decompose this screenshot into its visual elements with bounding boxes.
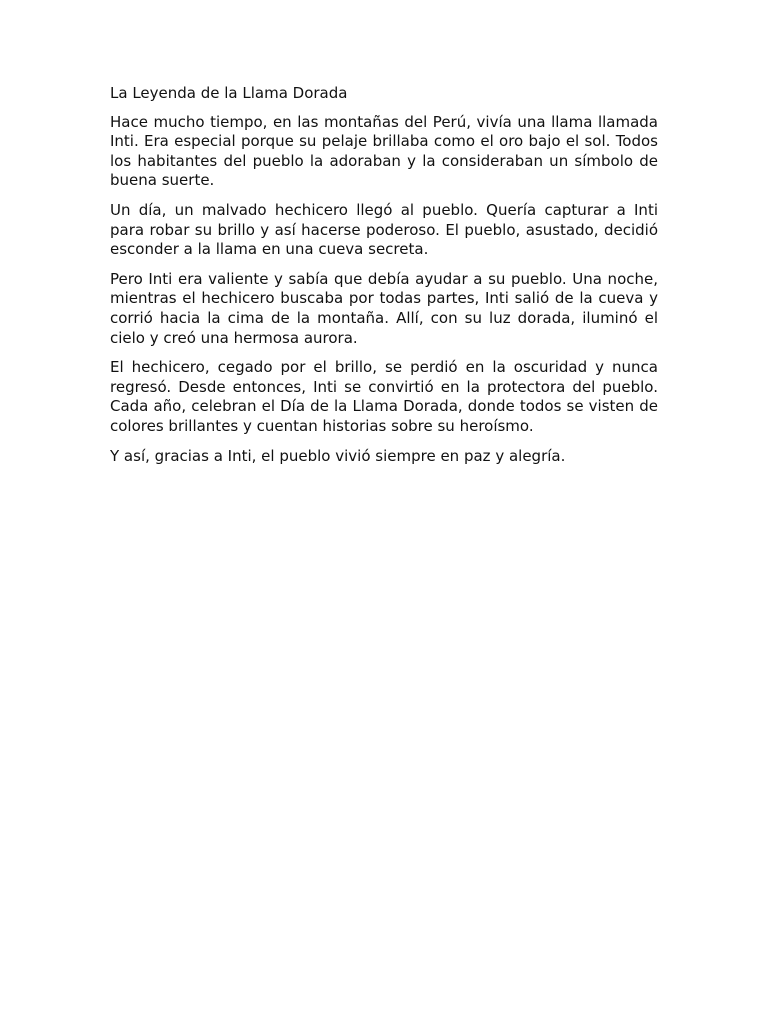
- document-title: La Leyenda de la Llama Dorada: [110, 84, 348, 102]
- paragraph-2: Un día, un malvado hechicero llegó al pueblo. Quería capturar a Inti para robar su brillo y así hacerse poderoso. El pueblo, asustado, decidió esconder a la llama en una cueva secreta.: [110, 200, 658, 259]
- paragraph-3: Pero Inti era valiente y sabía que debía ayudar a su pueblo. Una noche, mientras el hechicero buscaba por todas partes, Inti salió de la cueva y corrió hacia la cima de la montaña. Allí, con su luz dorada, iluminó el cielo y creó una hermosa aurora.: [110, 269, 658, 347]
- paragraph-5: Y así, gracias a Inti, el pueblo vivió siempre en paz y alegría.: [110, 446, 566, 465]
- paragraph-1: Hace mucho tiempo, en las montañas del Perú, vivía una llama llamada Inti. Era especial porque su pelaje brillaba como el oro bajo el sol. Todos los habitantes del pueblo la adoraban y la consideraban un símbolo de buena suerte.: [110, 112, 658, 190]
- paragraph-4: El hechicero, cegado por el brillo, se perdió en la oscuridad y nunca regresó. Desde entonces, Inti se convirtió en la protectora del pueblo. Cada año, celebran el Día de la Llama Dorada, donde todos se visten de colores brillantes y cuentan historias sobre su heroísmo.: [110, 358, 658, 435]
- document-page: [110, 84, 658, 476]
